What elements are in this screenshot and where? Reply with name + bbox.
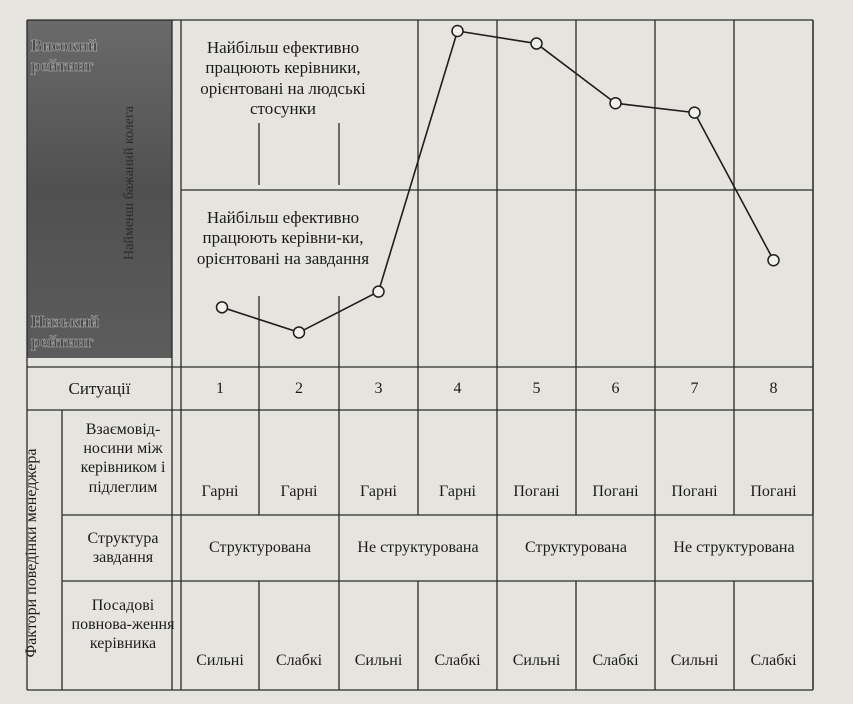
power-cell: Слабкі xyxy=(275,652,323,670)
data-point-4 xyxy=(452,26,463,37)
row-label-structure: Структура завдання xyxy=(87,530,159,567)
power-cell: Сильні xyxy=(512,652,561,670)
power-cell: Слабкі xyxy=(434,652,481,670)
situation-number-3: 3 xyxy=(374,379,383,397)
structure-cell: Структурована xyxy=(525,539,627,557)
factors-label: Фактори поведінки менеджера xyxy=(23,448,40,658)
data-point-2 xyxy=(294,327,305,338)
relations-annotation: Найбільш ефективно працюють керівники, орієнтовані на людські стосунки xyxy=(200,38,366,119)
situation-number-2: 2 xyxy=(295,379,303,397)
data-point-3 xyxy=(373,286,384,297)
relations-cell: Гарні xyxy=(360,483,397,501)
situation-number-6: 6 xyxy=(611,379,620,397)
data-point-7 xyxy=(689,107,700,118)
situations-label: Ситуації xyxy=(68,379,131,398)
relations-cell: Погані xyxy=(592,483,639,501)
power-cell: Сильні xyxy=(196,652,244,670)
situation-number-4: 4 xyxy=(453,379,462,397)
data-point-6 xyxy=(610,98,621,109)
high-rating-label: Високий рейтинг xyxy=(31,36,98,75)
structure-cell: Структурована xyxy=(209,539,311,557)
power-cell: Слабкі xyxy=(750,652,797,670)
low-rating-label: Низький рейтинг xyxy=(31,312,100,351)
power-cell: Сильні xyxy=(354,652,403,670)
power-cell: Слабкі xyxy=(592,652,639,670)
lpc-axis-caption: Найменш бажаний колега xyxy=(122,106,137,260)
situation-number-8: 8 xyxy=(769,379,778,397)
relations-cell: Погані xyxy=(671,483,718,501)
row-label-relations: Взаємовід-носини між керівником і підлеглим xyxy=(80,421,166,496)
structure-cell: Не структурована xyxy=(357,539,479,557)
situation-number-1: 1 xyxy=(216,379,224,397)
relations-cell: Погані xyxy=(750,483,797,501)
task-annotation: Найбільш ефективно працюють керівни-ки, орієнтовані на завдання xyxy=(196,208,370,268)
situation-number-7: 7 xyxy=(690,379,699,397)
power-cell: Сильні xyxy=(670,652,719,670)
data-point-1 xyxy=(217,302,228,313)
relations-cell: Погані xyxy=(513,483,560,501)
relations-cell: Гарні xyxy=(439,483,476,501)
situation-number-5: 5 xyxy=(532,379,541,397)
relations-cell: Гарні xyxy=(201,483,239,501)
data-point-8 xyxy=(768,255,779,266)
data-point-5 xyxy=(531,38,542,49)
row-label-power: Посадові повнова-ження керівника xyxy=(71,597,175,653)
relations-cell: Гарні xyxy=(280,483,318,501)
structure-cell: Не структурована xyxy=(673,539,795,557)
